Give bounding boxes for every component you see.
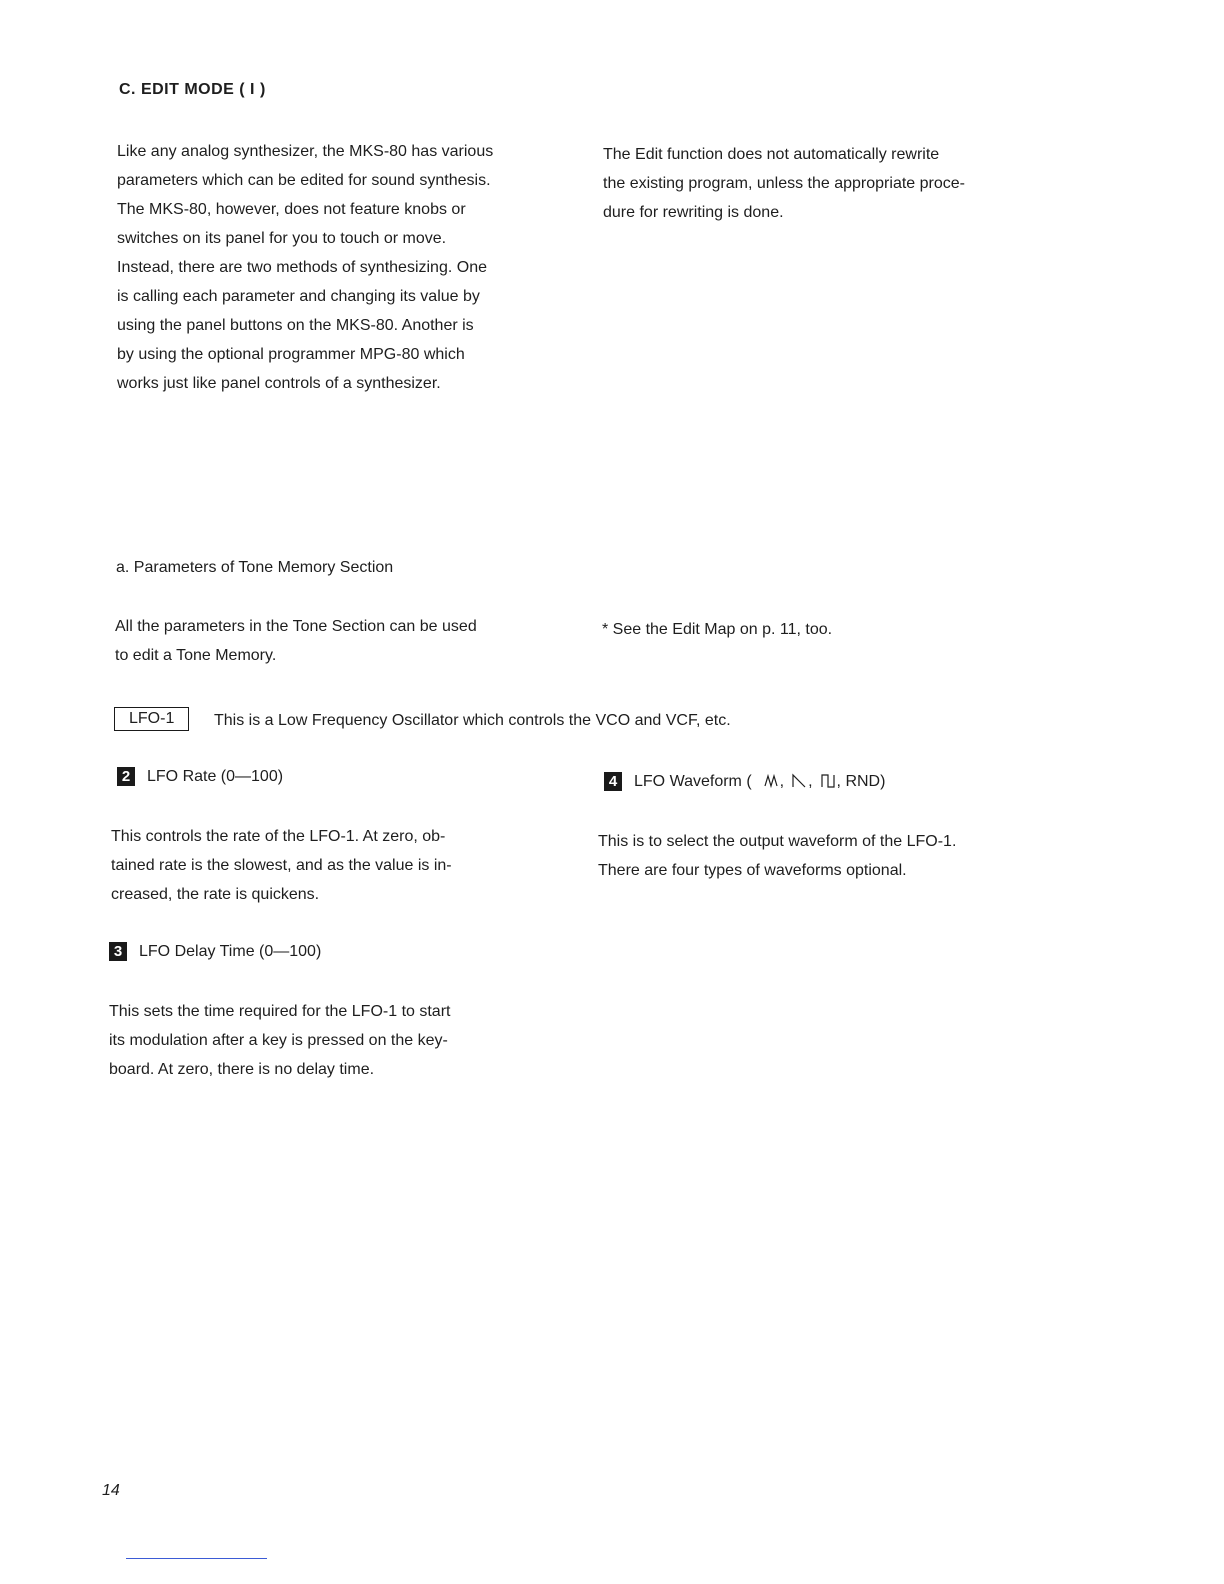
text-line: to edit a Tone Memory. (115, 647, 277, 664)
param-title-prefix: LFO Waveform ( (634, 772, 752, 790)
text-line: All the parameters in the Tone Section can be used (115, 618, 477, 635)
param-number-badge: 3 (109, 942, 127, 961)
lfo-description: This is a Low Frequency Oscillator which controls the VCO and VCF, etc. (214, 712, 731, 729)
intro-right-paragraph (603, 140, 1013, 227)
param-number-badge: 4 (604, 772, 622, 791)
footer-rule (126, 1558, 267, 1559)
comma-separator: , (779, 772, 785, 790)
text-line: The MKS-80, however, does not feature knobs or (117, 201, 466, 218)
param-title-text: LFO Delay Time (0—100) (139, 942, 322, 960)
edit-map-note: * See the Edit Map on p. 11, too. (602, 621, 833, 638)
text-line: There are four types of waveforms optional. (598, 862, 907, 879)
text-line: its modulation after a key is pressed on the key- (109, 1032, 448, 1049)
text-line: works just like panel controls of a synthesizer. (117, 375, 441, 392)
text-line: the existing program, unless the appropriate proce- (603, 175, 965, 192)
lfo-rate-title (117, 767, 283, 786)
lfo-delay-paragraph (109, 997, 519, 1084)
lfo-label-box (114, 707, 189, 731)
text-line: is calling each parameter and changing its value by (117, 288, 480, 305)
text-line: using the panel buttons on the MKS-80. Another is (117, 317, 474, 334)
text-line: board. At zero, there is no delay time. (109, 1061, 375, 1078)
text-line: creased, the rate is quickens. (111, 886, 320, 903)
subsection-heading: a. Parameters of Tone Memory Section (116, 559, 394, 576)
lfo-label: LFO-1 (114, 707, 189, 731)
lfo-waveform-title (604, 772, 885, 791)
text-line: This sets the time required for the LFO-1 to start (109, 1003, 451, 1020)
page-number: 14 (102, 1482, 120, 1499)
param-number-badge: 2 (117, 767, 135, 786)
text-line: parameters which can be edited for sound synthesis. (117, 172, 491, 189)
square-wave-icon (821, 773, 835, 791)
text-line: by using the optional programmer MPG-80 which (117, 346, 465, 363)
sawtooth-wave-icon (792, 773, 806, 791)
text-line: dure for rewriting is done. (603, 204, 784, 221)
intro-left-paragraph (117, 137, 527, 398)
text-line: Like any analog synthesizer, the MKS-80 has various (117, 143, 494, 160)
triangle-wave-icon (764, 773, 778, 791)
text-line: switches on its panel for you to touch or move. (117, 230, 447, 247)
text-line: Instead, there are two methods of synthesizing. One (117, 259, 487, 276)
lfo-waveform-paragraph (598, 827, 1018, 885)
subsection-paragraph (115, 612, 525, 670)
comma-separator: , (808, 772, 813, 790)
text-line: This controls the rate of the LFO-1. At zero, ob- (111, 828, 446, 845)
param-title-suffix: , RND) (836, 772, 886, 790)
section-heading: C. EDIT MODE ( I ) (119, 81, 266, 98)
text-line: tained rate is the slowest, and as the value is in- (111, 857, 452, 874)
text-line: This is to select the output waveform of the LFO-1. (598, 833, 957, 850)
param-title-text: LFO Rate (0—100) (147, 767, 284, 785)
lfo-rate-paragraph (111, 822, 521, 909)
lfo-delay-title (109, 942, 321, 961)
text-line: The Edit function does not automatically rewrite (603, 146, 940, 163)
